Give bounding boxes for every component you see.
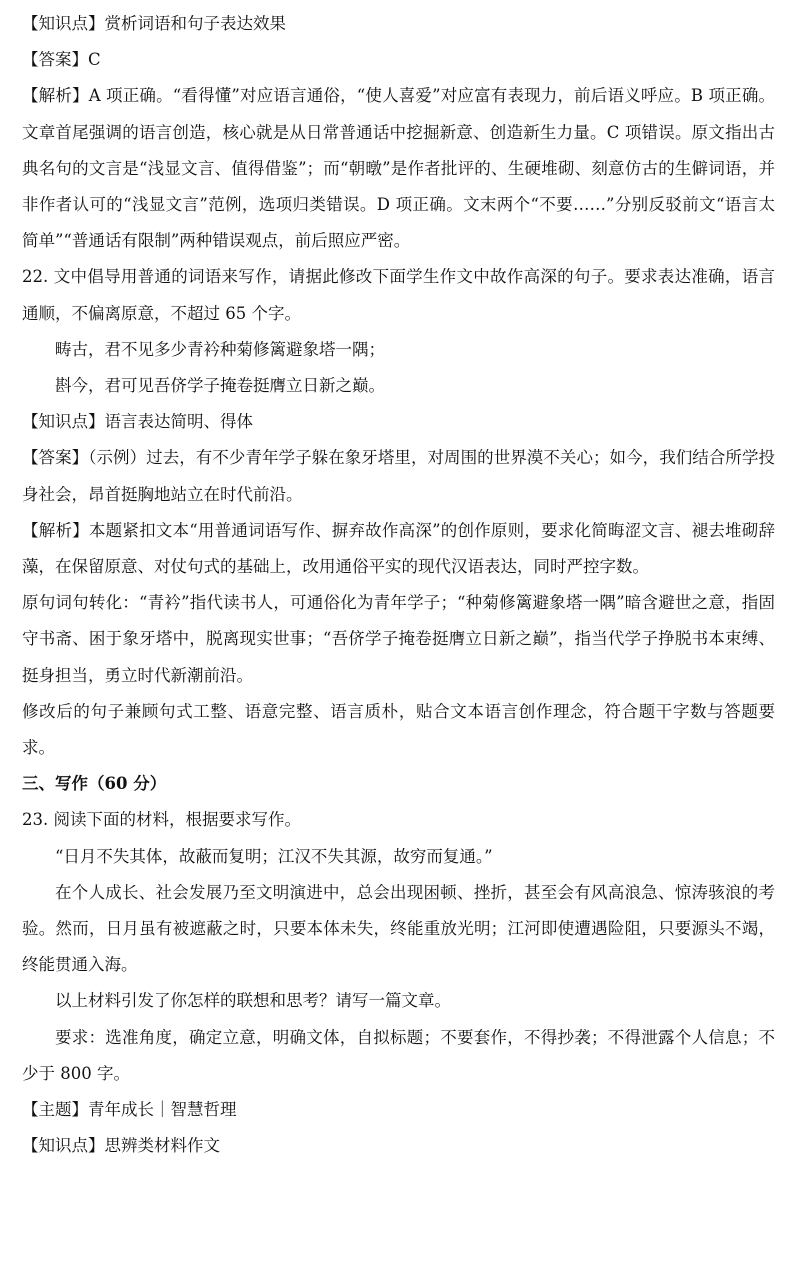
theme-text: 青年成长｜智慧哲理: [88, 1100, 237, 1120]
analysis-text: A 项正确。“看得懂”对应语言通俗，“使人喜爱”对应富有表现力，前后语义呼应。B 项正确。文章首尾强调的语言创造，核心就是从日常普通话中挖掘新意、创造新生力量。C 项错误。原文指出古典名句的文言是“浅显文言、值得借鉴”；而“朝暾”是作者批评的、生硬堆砌、刻意仿古的生僻词语，并非作者认可的“浅显文言”范例，选项归类错误。D 项正确。文末两个“不要……”分别反驳前文“语言太简单”“普通话有限制”两种错误观点，前后照应严密。: [22, 86, 775, 251]
answer-tag: 【答案】: [22, 50, 88, 70]
q23-quote: “日月不失其体，故蔽而复明；江汉不失其源，故穷而复通。”: [55, 846, 493, 866]
q21-analysis: [22, 78, 775, 259]
answer-text: C: [88, 50, 101, 70]
answer-text: （示例）过去，有不少青年学子躲在象牙塔里，对周围的世界漠不关心；如今，我们结合所学投身社会，昂首挺胸地站立在时代前沿。: [22, 448, 776, 504]
q22-answer: [22, 440, 775, 512]
knowledge-text: 语言表达简明、得体: [104, 412, 253, 432]
q23-question: 以上材料引发了你怎样的联想和思考？请写一篇文章。: [55, 991, 451, 1011]
q23-prompt: 23. 阅读下面的材料，根据要求写作。: [22, 810, 301, 830]
q21-knowledge-point: [22, 6, 775, 42]
analysis-tag: 【解析】: [22, 520, 89, 540]
knowledge-tag: 【知识点】: [22, 14, 105, 33]
analysis-tag: 【解析】: [22, 86, 89, 106]
q22-sentence-2: 斟今，君可见吾侪学子掩卷挺膺立日新之巅。: [55, 376, 385, 396]
q22-analysis: [22, 513, 775, 585]
q23-knowledge-point: [22, 1128, 775, 1164]
q21-answer: [22, 42, 775, 78]
q22-knowledge-point: [22, 404, 775, 440]
q23-requirement: 要求：选准角度，确定立意，明确文体，自拟标题；不要套作，不得抄袭；不得泄露个人信息；不少于 800 字。: [22, 1027, 775, 1083]
section-title-writing: 三、写作（60 分）: [22, 774, 167, 794]
knowledge-tag: 【知识点】: [22, 412, 105, 432]
knowledge-text: 思辨类材料作文: [104, 1136, 220, 1156]
answer-tag: 【答案】: [22, 448, 89, 468]
q22-analysis-para-3: 修改后的句子兼顾句式工整、语意完整、语言质朴，贴合文本语言创作理念，符合题干字数与答题要求。: [22, 701, 775, 758]
q22-prompt: 22. 文中倡导用普通的词语来写作，请据此修改下面学生作文中故作高深的句子。要求表达准确，语言通顺，不偏离原意，不超过 65 个字。: [22, 267, 775, 323]
q23-theme: [22, 1092, 775, 1128]
q22-sentence-1: 畴古，君不见多少青衿种菊修篱避象塔一隅；: [55, 339, 385, 359]
knowledge-text: 赏析词语和句子表达效果: [104, 14, 286, 33]
q22-analysis-para-2: 原句词句转化：“青衿”指代读书人，可通俗化为青年学子；“种菊修篱避象塔一隅”暗含避世之意，指固守书斋、困于象牙塔中，脱离现实世事；“吾侪学子掩卷挺膺立日新之巅”，指当代学子挣脱书本束缚、挺身担当，勇立时代新潮前沿。: [22, 593, 775, 685]
theme-tag: 【主题】: [22, 1100, 88, 1120]
knowledge-tag: 【知识点】: [22, 1136, 105, 1156]
q23-material: 在个人成长、社会发展乃至文明演进中，总会出现困顿、挫折，甚至会有风高浪急、惊涛骇浪的考验。然而，日月虽有被遮蔽之时，只要本体未失，终能重放光明；江河即使遭遇险阻，只要源头不竭，终能贯通入海。: [22, 882, 775, 975]
analysis-text: 本题紧扣文本“用普通词语写作、摒弃故作高深”的创作原则，要求化简晦涩文言、褪去堆砌辞藻，在保留原意、对仗句式的基础上，改用通俗平实的现代汉语表达，同时严控字数。: [22, 520, 776, 577]
